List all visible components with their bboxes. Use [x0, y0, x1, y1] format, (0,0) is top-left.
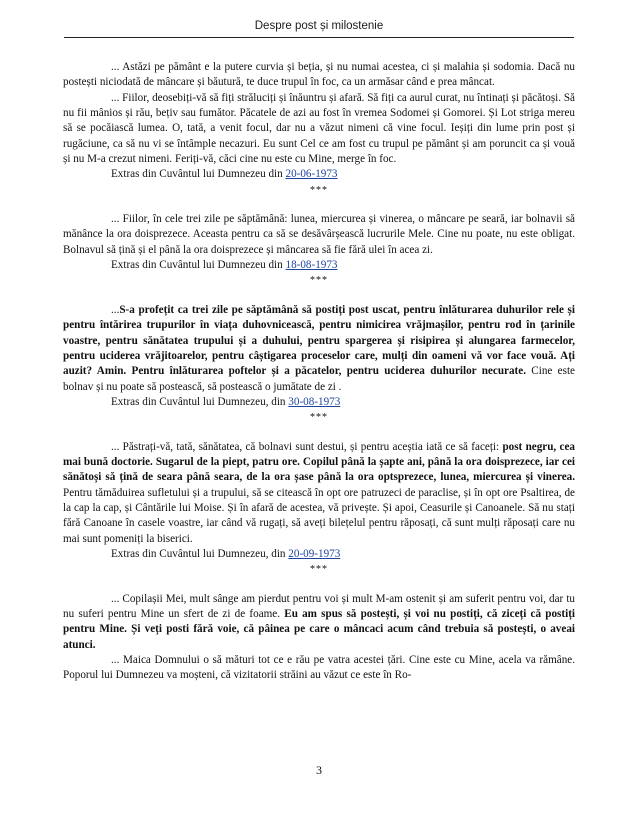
date-link[interactable]: 18-08-1973 — [285, 259, 338, 272]
paragraph-lead: ... Păstrați-vă, tată, sănătatea, că bolnavi sunt destui, și pentru aceștia iată ce să faceți: — [111, 440, 503, 453]
paragraph — [63, 592, 575, 653]
source-label: Extras din Cuvântul lui Dumnezeu din — [111, 259, 286, 272]
paragraph — [63, 303, 575, 395]
paragraph-bold: post negru, cea mai bună doctorie. Sugarul de la piept, patru ore. Copilul până la șapte ani, până la ora doisprezece, iar cei sănătoși să țină de seara până seara, de la ora șase până la ora optsprezece, lunea, miercurea și vinerea. — [63, 440, 575, 484]
section-separator: *** — [310, 564, 328, 576]
paragraph — [63, 440, 575, 547]
source-line — [63, 167, 575, 182]
source-line — [63, 547, 575, 562]
excerpt-section — [63, 60, 575, 198]
paragraph-lead: ... Copilașii Mei, mult sânge am pierdut pentru voi și mult M-am ostenit și am suferit pentru voi, dar tu nu suferi pentru Mine un sfert de zi de foame. — [63, 592, 575, 620]
source-line — [63, 258, 575, 273]
date-link[interactable]: 20-09-1973 — [288, 547, 341, 560]
section-separator: *** — [310, 275, 328, 287]
paragraph: ... Astăzi pe pământ e la putere curvia și beția, și nu numai acestea, ci și malahia și sodomia. Dacă nu postești niciodată de mâncare și băutură, te duce trupul în foc, ca un armăsar când e prea mâncat. — [63, 61, 575, 89]
paragraph: ... Fiilor, în cele trei zile pe săptămână: lunea, miercurea și vinerea, o mâncare pe seară, iar bolnavii să mănânce la ora doisprezece. Aceasta pentru ca să se desăvârșească lucrurile Mele. Cine nu poate, nu este obligat. Bolnavul să țină și el până la ora doisprezece și mâncarea să fie fără ulei în acea zi. — [63, 213, 575, 256]
paragraph-lead: ... — [111, 303, 120, 316]
paragraph: ... Fiilor, deosebiți-vă să fiți străluciți și înăuntru și afară. Să fiți ca aurul curat, nu întinați și păcătoși. Să nu fii mânios și rău, bețiv sau fumător. Păcatele de azi au fost în vremea Sodomei și Gomorei. Și Lot striga mereu să se pocăiască lumea. O, tată, a venit focul, dar nu a văzut nimeni că vine focul. Ieșiți din lume prin post și rugăciune, ca să nu vi se întâmple necazuri. Eu sunt Cel ce am fost cu trupul pe pământ și am poruncit ca și vouă și nu M-a crezut nimeni. Feriți-vă, căci cine nu este cu Mine, merge în foc. — [63, 91, 575, 166]
paragraph-tail: Pentru tămăduirea sufletului și a trupului, să se citească în opt ore patruzeci de paraclise, și în opt ore Psaltirea, de la cap la cap, și Cântările lui Moise. Și în afară de acestea, vă privește. Și apoi, Ceasurile și Canoanele. Să nu stați fără Canoane în casele voastre, iar când vă rugați, să aveți bilețelul pentru răposați, că sunt mulți răposați care nu mai sunt pomeniți la biserici. — [63, 486, 575, 545]
source-line — [63, 395, 575, 410]
paragraph-bold: Eu am spus să postești, și voi nu postiți, că ziceți că postiți pentru Mine. Și veți posti fără voie, că pâinea pe care o mâncaci acum când trebuia să postești, o aveai atunci. — [63, 608, 575, 651]
paragraph-tail: Cine este bolnav și nu poate să postească, să postească o jumătate de zi . — [63, 365, 575, 393]
source-label: Extras din Cuvântul lui Dumnezeu, din — [111, 395, 289, 408]
paragraph: ... Maica Domnului o să mături tot ce e rău pe vatra acestei țări. Cine este cu Mine, acela va rămâne. Poporul lui Dumnezeu va moșteni, că vizitatorii străini au văzut ce este în Ro- — [63, 654, 575, 682]
page-number: 3 — [316, 763, 322, 777]
document-body — [63, 60, 575, 684]
section-separator: *** — [310, 412, 328, 424]
source-label: Extras din Cuvântul lui Dumnezeu, din — [111, 547, 289, 560]
running-header: Despre post și milostenie — [254, 20, 384, 32]
date-link[interactable]: 20-06-1973 — [285, 168, 338, 181]
excerpt-section — [63, 212, 575, 289]
header-divider — [64, 37, 574, 38]
section-separator: *** — [310, 184, 328, 196]
excerpt-section — [63, 440, 575, 578]
paragraph-bold: S-a profețit ca trei zile pe săptămână să postiți post uscat, pentru înlăturarea duhurilor rele și pentru întărirea trupurilor în viața duhovnicească, pentru nimicirea vrăjmașilor, pentru rod în țarinile voastre, pentru sănătatea trupului și a duhului, pentru spargerea și risipirea și alungarea farmecelor, pentru uciderea vrăjitoarelor, pentru câștigarea proceselor care, mulți din oameni vă vor face vouă. Ați auzit? Amin. Pentru înlăturarea poftelor și a păcatelor, pentru uciderea duhurilor necurate. — [63, 303, 575, 378]
source-label: Extras din Cuvântul lui Dumnezeu din — [111, 168, 286, 181]
date-link[interactable]: 30-08-1973 — [288, 395, 341, 408]
excerpt-section — [63, 592, 575, 684]
excerpt-section — [63, 303, 575, 426]
